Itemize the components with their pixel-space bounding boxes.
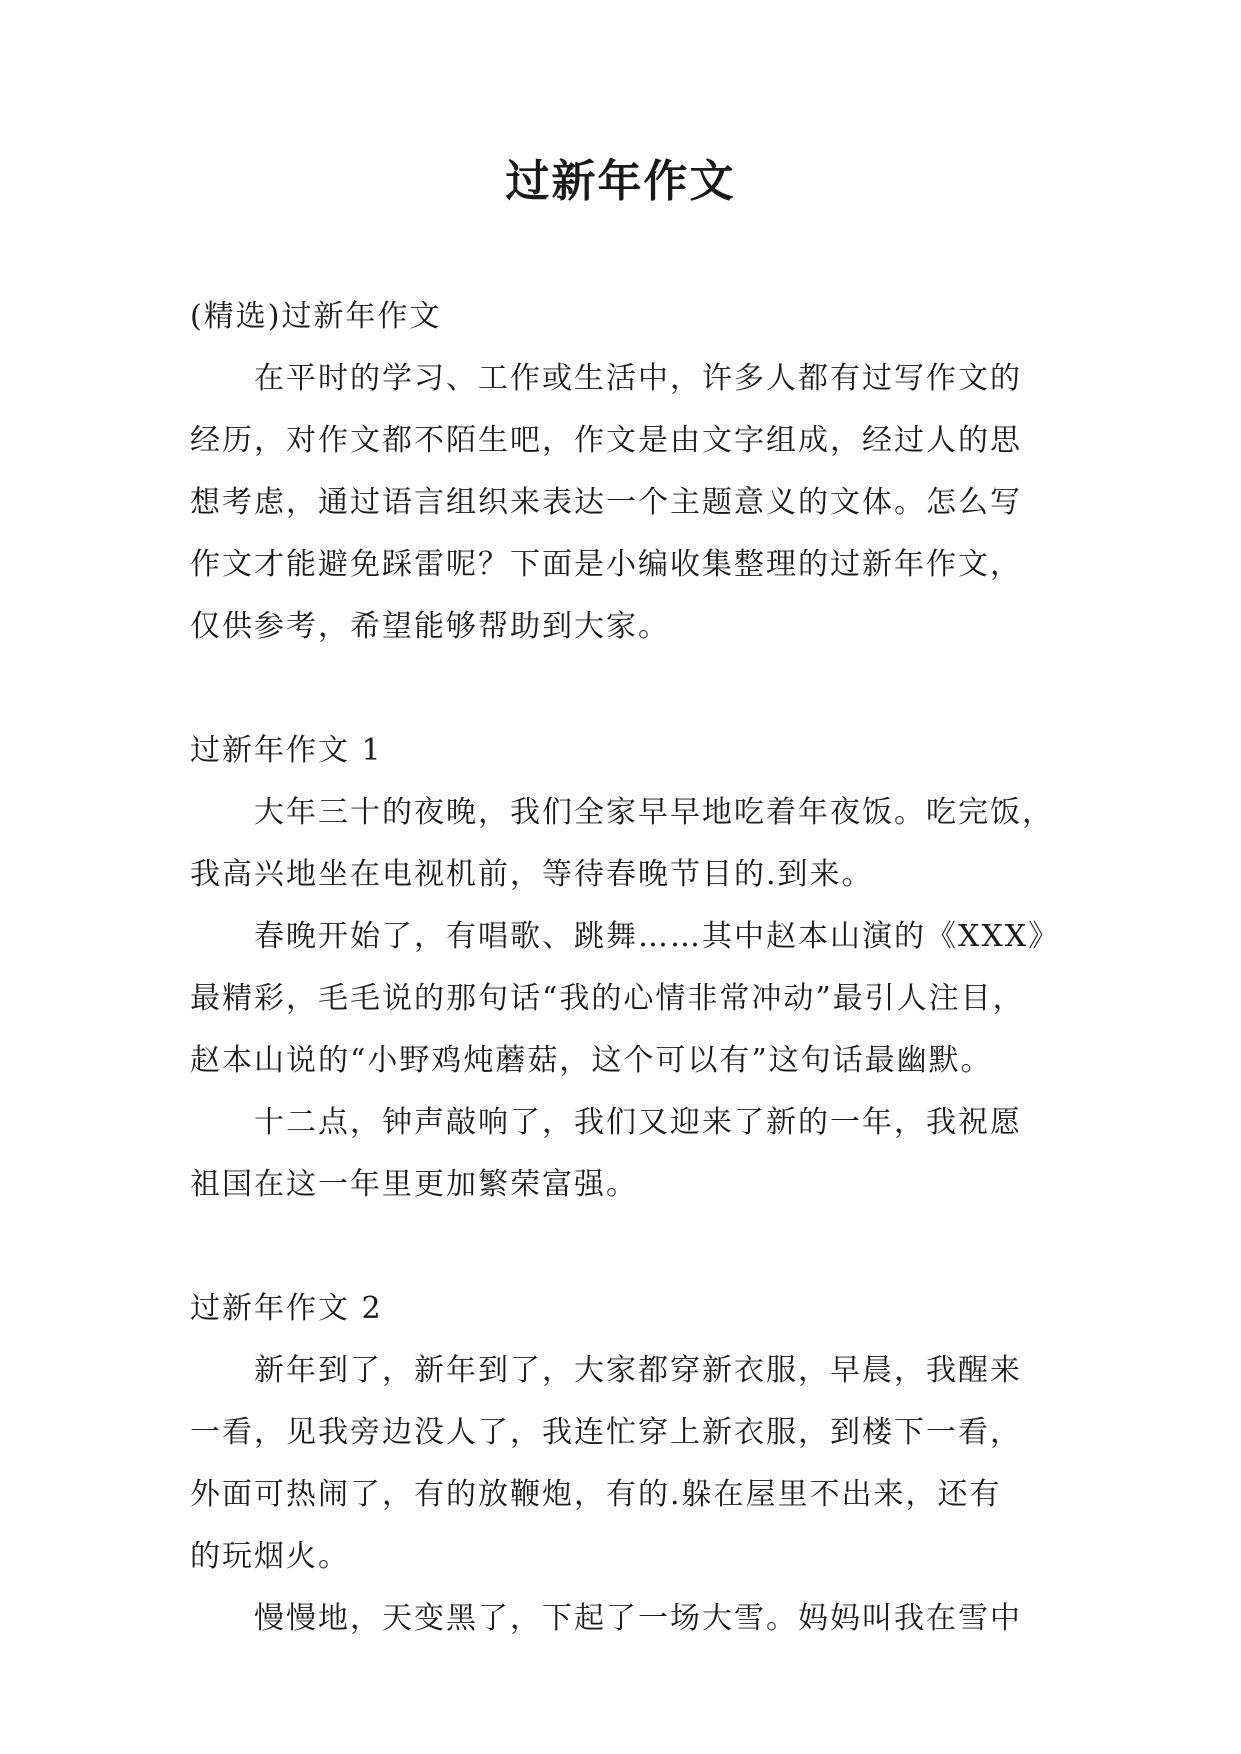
essay-2-line: 的玩烟火。 (190, 1539, 350, 1574)
essay-2-line: 新年到了，新年到了，大家都穿新衣服，早晨，我醒来 (254, 1353, 1022, 1388)
intro-line: 想考虑，通过语言组织来表达一个主题意义的文体。怎么写 (190, 485, 1022, 520)
essay-1-line: 春晚开始了，有唱歌、跳舞……其中赵本山演的《XXX》 (254, 919, 1061, 954)
essay-2-line: 外面可热闹了，有的放鞭炮，有的.躲在屋里不出来，还有 (190, 1477, 1002, 1512)
essay-1-line: 最精彩，毛毛说的那句话“我的心情非常冲动”最引人注目， (190, 981, 1025, 1016)
intro-line: 作文才能避免踩雷呢？下面是小编收集整理的过新年作文， (190, 547, 1022, 582)
essay-1-line: 祖国在这一年里更加繁荣富强。 (190, 1167, 638, 1202)
essay-1-line: 赵本山说的“小野鸡炖蘑菇，这个可以有”这句话最幽默。 (190, 1043, 993, 1078)
essay-1-line: 十二点，钟声敲响了，我们又迎来了新的一年，我祝愿 (254, 1105, 1022, 1140)
intro-line: 经历，对作文都不陌生吧，作文是由文字组成，经过人的思 (190, 423, 1022, 458)
document-title: 过新年作文 (505, 156, 736, 207)
intro-line: 在平时的学习、工作或生活中，许多人都有过写作文的 (254, 361, 1022, 396)
essay-1-line: 大年三十的夜晚，我们全家早早地吃着年夜饭。吃完饭， (254, 795, 1054, 830)
section-gap (190, 658, 1050, 720)
intro-line: 仅供参考，希望能够帮助到大家。 (190, 609, 670, 644)
essay-2-line: 一看，见我旁边没人了，我连忙穿上新衣服，到楼下一看， (190, 1415, 1022, 1450)
section-gap (190, 1216, 1050, 1278)
essay-1-heading: 过新年作文 1 (190, 733, 383, 768)
essay-2-heading: 过新年作文 2 (190, 1291, 383, 1326)
essay-2-line: 慢慢地，天变黑了，下起了一场大雪。妈妈叫我在雪中 (254, 1601, 1022, 1636)
essay-1-line: 我高兴地坐在电视机前，等待春晚节目的.到来。 (190, 857, 874, 892)
document-body (190, 286, 1061, 1650)
subtitle: (精选)过新年作文 (190, 299, 442, 334)
